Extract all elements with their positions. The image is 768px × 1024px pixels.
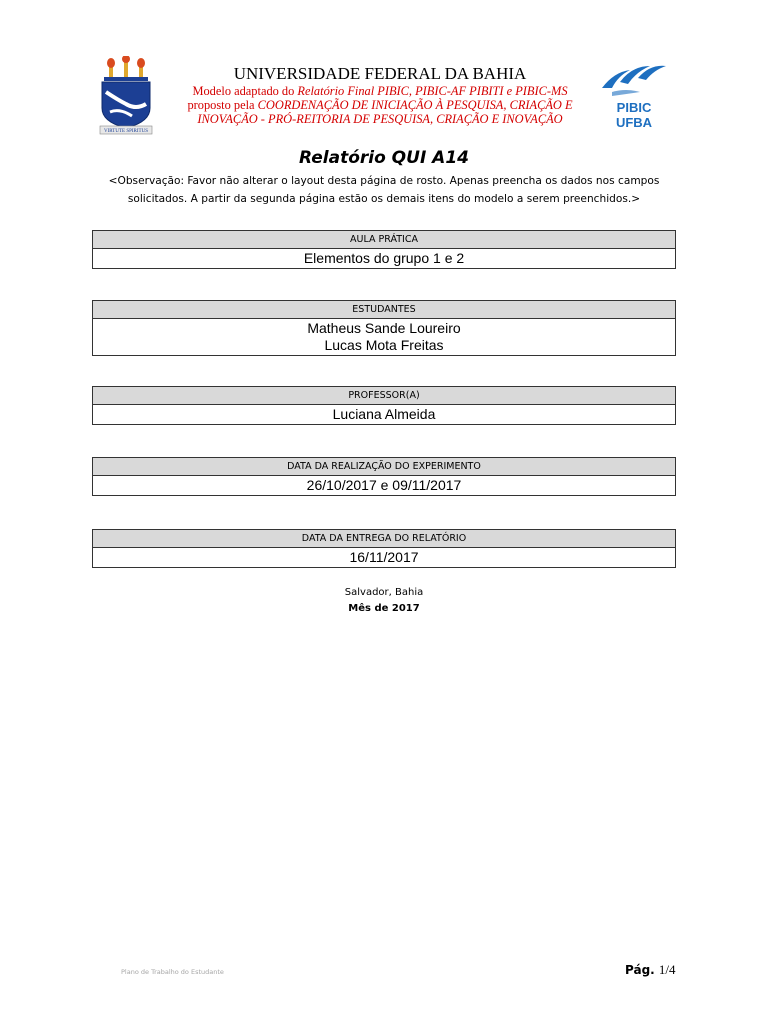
document-header <box>90 52 680 144</box>
month-year: Mês de 2017 <box>348 603 420 614</box>
field-value: 26/10/2017 e 09/11/2017 <box>92 476 676 496</box>
field-professor <box>92 386 676 425</box>
field-value: Elementos do grupo 1 e 2 <box>92 249 676 269</box>
location-date <box>0 585 768 617</box>
ufba-crest-icon <box>96 56 156 136</box>
observation-note: <Observação: Favor não alterar o layout desta página de rosto. Apenas preencha os dados nos campos solicitados. A partir da segunda página estão os demais itens do modelo a serem preenchidos.> <box>108 175 660 205</box>
field-aula-pratica <box>92 230 676 269</box>
field-value: 16/11/2017 <box>92 548 676 568</box>
field-label: PROFESSOR(A) <box>92 386 676 405</box>
svg-text:VIRTUTE SPIRITUS: VIRTUTE SPIRITUS <box>103 129 149 134</box>
svg-text:PIBIC: PIBIC <box>616 100 652 115</box>
adapted-model-line-3: INOVAÇÃO - PRÓ-REITORIA DE PESQUISA, CRIAÇÃO E INOVAÇÃO <box>197 112 563 126</box>
adapted-model-line-2: proposto pela COORDENAÇÃO DE INICIAÇÃO À PESQUISA, CRIAÇÃO E <box>187 98 573 112</box>
svg-text:UFBA: UFBA <box>615 115 653 130</box>
location: Salvador, Bahia <box>344 587 424 598</box>
field-value: Luciana Almeida <box>92 405 676 425</box>
field-label: ESTUDANTES <box>92 300 676 319</box>
student-name: Lucas Mota Freitas <box>324 337 444 353</box>
university-name: UNIVERSIDADE FEDERAL DA BAHIA <box>233 64 527 83</box>
adapted-model-line-1: Modelo adaptado do Relatório Final PIBIC, PIBIC-AF PIBITI e PIBIC-MS <box>192 84 568 98</box>
page-number: Pág. 1/4 <box>625 962 676 977</box>
field-label: AULA PRÁTICA <box>92 230 676 249</box>
student-name: Matheus Sande Loureiro <box>307 320 461 336</box>
field-estudantes <box>92 300 676 356</box>
field-data-realizacao <box>92 457 676 496</box>
field-value <box>92 319 676 356</box>
footer-note: Plano de Trabalho do Estudante <box>121 968 224 976</box>
field-label: DATA DA REALIZAÇÃO DO EXPERIMENTO <box>92 457 676 476</box>
report-title: Relatório QUI A14 <box>299 148 469 168</box>
pibic-ufba-logo-icon <box>596 58 670 132</box>
field-label: DATA DA ENTREGA DO RELATÓRIO <box>92 529 676 548</box>
field-data-entrega <box>92 529 676 568</box>
header-text <box>170 64 590 126</box>
